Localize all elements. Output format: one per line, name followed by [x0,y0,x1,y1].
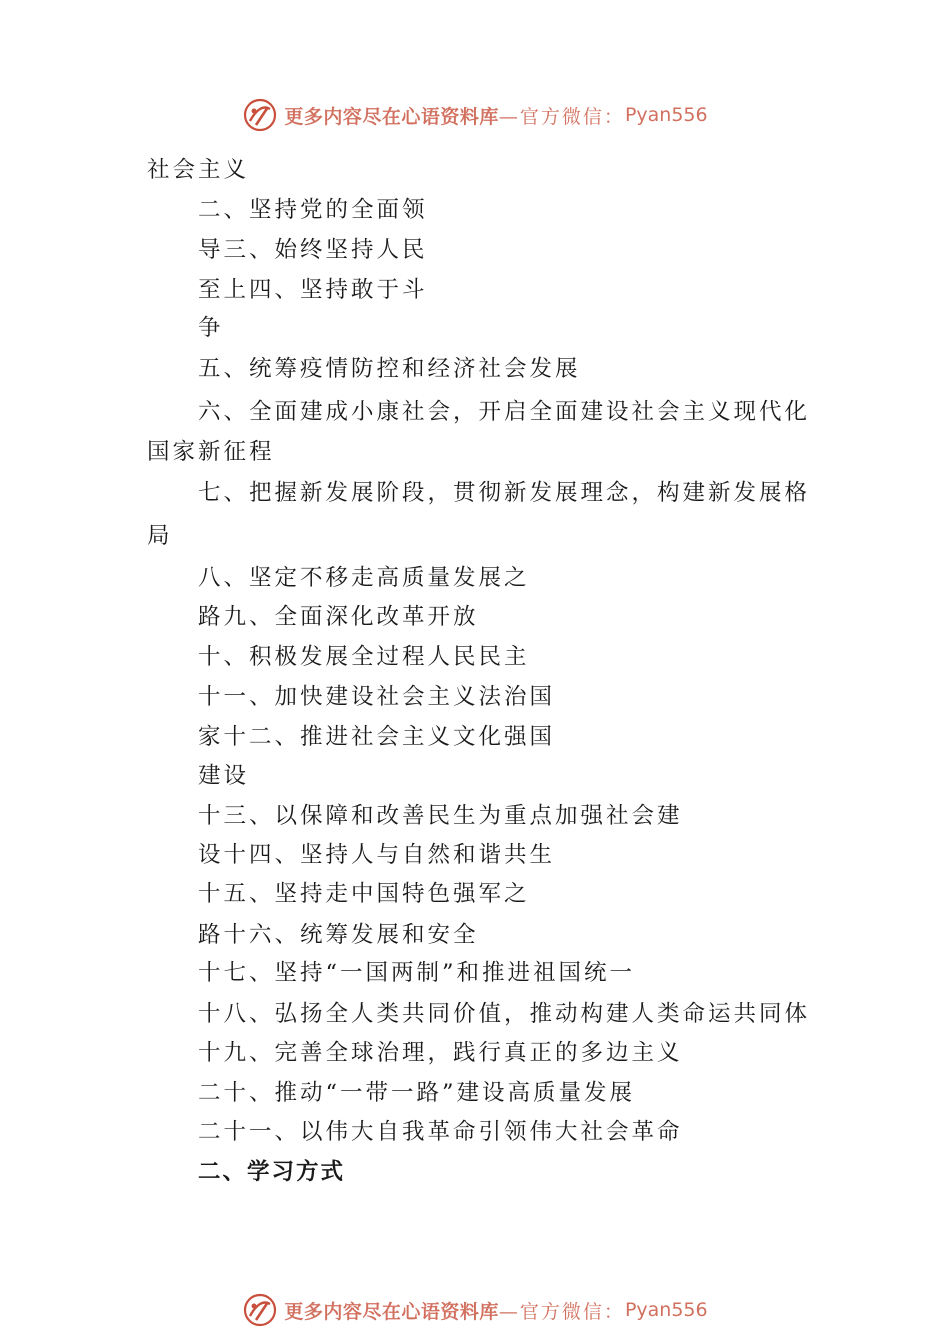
watermark-brand-text: 更多内容尽在心语资料库 [284,105,499,128]
body-line: 七、把握新发展阶段，贯彻新发展理念，构建新发展格 [198,480,811,506]
brand-logo-icon [242,1292,278,1328]
body-line: 路十六、统筹发展和安全 [198,922,479,948]
watermark-brand-text: 更多内容尽在心语资料库 [284,1300,499,1323]
body-line: 六、全面建成小康社会，开启全面建设社会主义现代化 [198,399,811,425]
body-line: 局 [147,523,173,549]
body-line: 十、积极发展全过程人民民主 [198,644,530,670]
body-line: 二十、推动“一带一路”建设高质量发展 [198,1080,636,1106]
watermark-wechat-id: Pyan556 [624,1299,708,1321]
body-line: 国家新征程 [147,439,275,465]
body-line: 二十一、以伟大自我革命引领伟大社会革命 [198,1119,683,1145]
brand-logo-icon [242,97,278,133]
watermark-wechat-id: Pyan556 [624,104,708,126]
body-line: 十五、坚持走中国特色强军之 [198,881,530,907]
body-line: 十三、以保障和改善民生为重点加强社会建 [198,803,683,829]
section-heading: 二、学习方式 [198,1159,346,1185]
body-line: 八、坚定不移走高质量发展之 [198,565,530,591]
body-line: 设十四、坚持人与自然和谐共生 [198,842,556,868]
body-line: 二、坚持党的全面领 [198,197,428,223]
body-line: 家十二、推进社会主义文化强国 [198,724,556,750]
watermark-banner-top [0,95,950,135]
watermark-wechat-label: —官方微信： [498,105,625,128]
body-line: 至上四、坚持敢于斗 [198,277,428,303]
body-line: 十八、弘扬全人类共同价值，推动构建人类命运共同体 [198,1001,811,1027]
body-line: 十九、完善全球治理，践行真正的多边主义 [198,1040,683,1066]
body-line: 十七、坚持“一国两制”和推进祖国统一 [198,960,636,986]
watermark-banner-bottom [0,1290,950,1330]
body-line: 建设 [198,763,250,789]
watermark-wechat-label: —官方微信： [498,1300,625,1323]
body-line: 路九、全面深化改革开放 [198,604,479,630]
body-line: 导三、始终坚持人民 [198,237,428,263]
body-line: 社会主义 [147,157,250,183]
body-line: 争 [198,315,224,341]
body-line: 五、统筹疫情防控和经济社会发展 [198,356,581,382]
body-line: 十一、加快建设社会主义法治国 [198,684,556,710]
